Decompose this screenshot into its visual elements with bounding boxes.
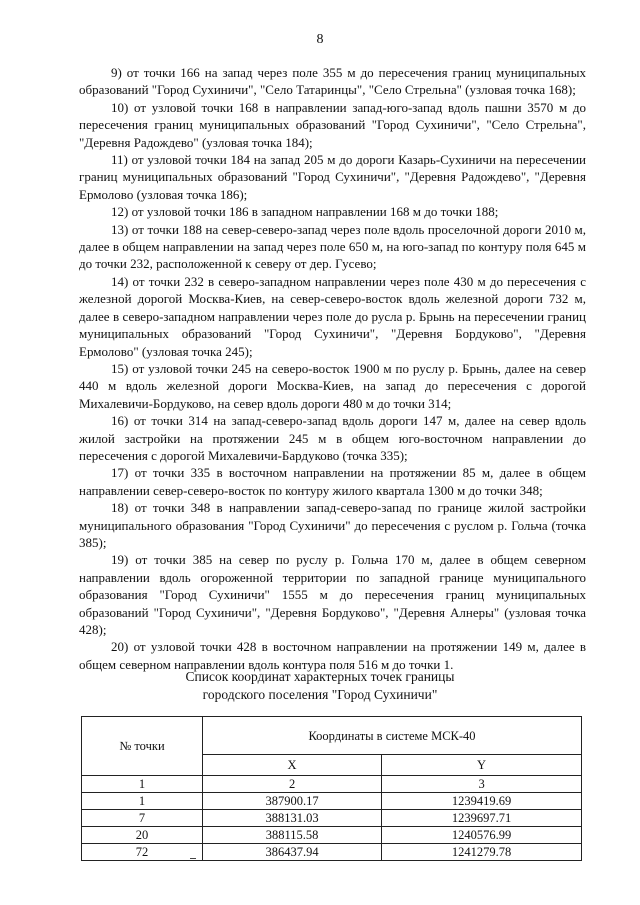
table-row [82, 810, 582, 827]
paragraph-9: 9) от точки 166 на запад через поле 355 м до пересечения границ муниципальных образований "Город Сухиничи", "Село Татаринцы", "Село Стрельна" (узловая точка 168); [79, 65, 586, 98]
paragraph-16: 16) от точки 314 на запад-северо-запад вдоль дороги 147 м, далее на север вдоль жилой застройки на протяжении 245 м в общем юго-восточном направлении до пересечения с дорогой Михалевичи-Бардуково (точка 335); [79, 413, 586, 463]
header-y: Y [382, 755, 582, 776]
header-point-number: № точки [82, 717, 203, 776]
header-x: X [203, 755, 382, 776]
scan-mark [190, 858, 196, 859]
paragraph-17: 17) от точки 335 в восточном направлении на протяжении 85 м, далее в общем направлении север-северо-восток по контуру жилого квартала 1300 м до точки 348; [79, 465, 586, 498]
y-cell: 1240576.99 [382, 827, 582, 844]
y-cell: 1239419.69 [382, 793, 582, 810]
table-row [82, 844, 582, 861]
coordinates-list-title [0, 668, 640, 704]
header-coordinate-system: Координаты в системе МСК-40 [203, 717, 582, 755]
paragraph-11: 11) от узловой точки 184 на запад 205 м до дороги Казарь-Сухиничи на пересечении границ муниципальных образований "Город Сухиничи", "Деревня Радождево", "Деревня Ермолово (узловая точка 186); [79, 152, 586, 202]
paragraph-12: 12) от узловой точки 186 в западном направлении 168 м до точки 188; [111, 204, 499, 220]
paragraph-10: 10) от узловой точки 168 в направлении запад-юго-запад вдоль пашни 3570 м до пересечения границ муниципальных образований "Город Сухиничи", "Село Стрельна", "Деревня Радождево" (узловая точка 184); [79, 99, 586, 150]
paragraph-18: 18) от точки 348 в направлении запад-северо-запад по границе жилой застройки муниципального образования "Город Сухиничи" до пересечения с руслом р. Гольча (точка 385); [79, 500, 586, 550]
paragraph-15: 15) от узловой точки 245 на северо-восток 1900 м по руслу р. Брынь, далее на север 440 м вдоль железной дороги Москва-Киев, на запад до пересечения с дорогой Михалевичи-Бордуково, на север вдоль дороги 480 м до точки 314; [79, 360, 586, 411]
page-number: 8 [316, 32, 324, 47]
coordinates-table [81, 716, 582, 861]
y-cell: 1241279.78 [382, 844, 582, 861]
y-cell: 1239697.71 [382, 810, 582, 827]
paragraph-13: 13) от точки 188 на север-северо-запад через поле вдоль проселочной дороги 2010 м, далее в общем направлении на запад через поле 650 м, на юго-запад по контуру поля 645 м до точки 232, расположенной к северу от дер. Гусево; [79, 221, 586, 272]
paragraph-20: 20) от узловой точки 428 в восточном направлении на протяжении 149 м, далее в общем северном направлении вдоль контура поля 516 м до точки 1. [79, 639, 586, 672]
paragraph-19: 19) от точки 385 на север по руслу р. Гольча 170 м, далее в общем северном направлении вдоль огороженной территории по западной границе муниципального образования "Город Сухиничи" 1555 м до пересечения границ муниципальных образований "Город Сухиничи", "Деревня Бордуково", "Деревня Алнеры" (узловая точка 428); [79, 552, 586, 637]
table-row [82, 793, 582, 810]
index-cell: 3 [382, 776, 582, 793]
index-cell: 2 [203, 776, 382, 793]
list-title-line-1: Список координат характерных точек границы [185, 669, 455, 684]
table-index-row [82, 776, 582, 793]
paragraph-14: 14) от точки 232 в северо-западном направлении через поле 430 м до пересечения с железной дорогой Москва-Киев, на север-северо-восток вдоль железной дороги 732 м, далее в северо-западном направлении через поле до русла р. Брынь на пересечении границ муниципальных образований "Город Сухиничи", "Деревня Бордуково", "Деревня Ермолово" (узловая точка 245); [79, 273, 586, 359]
x-cell: 387900.17 [203, 793, 382, 810]
x-cell: 388131.03 [203, 810, 382, 827]
point-number-cell: 7 [82, 810, 203, 827]
point-number-cell: 20 [82, 827, 203, 844]
point-number-cell: 1 [82, 793, 203, 810]
point-number-cell: 72 [82, 844, 203, 861]
x-cell: 386437.94 [203, 844, 382, 861]
x-cell: 388115.58 [203, 827, 382, 844]
boundary-description [79, 64, 586, 673]
index-cell: 1 [82, 776, 203, 793]
list-title-line-2: городского поселения "Город Сухиничи" [202, 687, 438, 702]
table-row [82, 827, 582, 844]
table-header-row [82, 717, 582, 755]
